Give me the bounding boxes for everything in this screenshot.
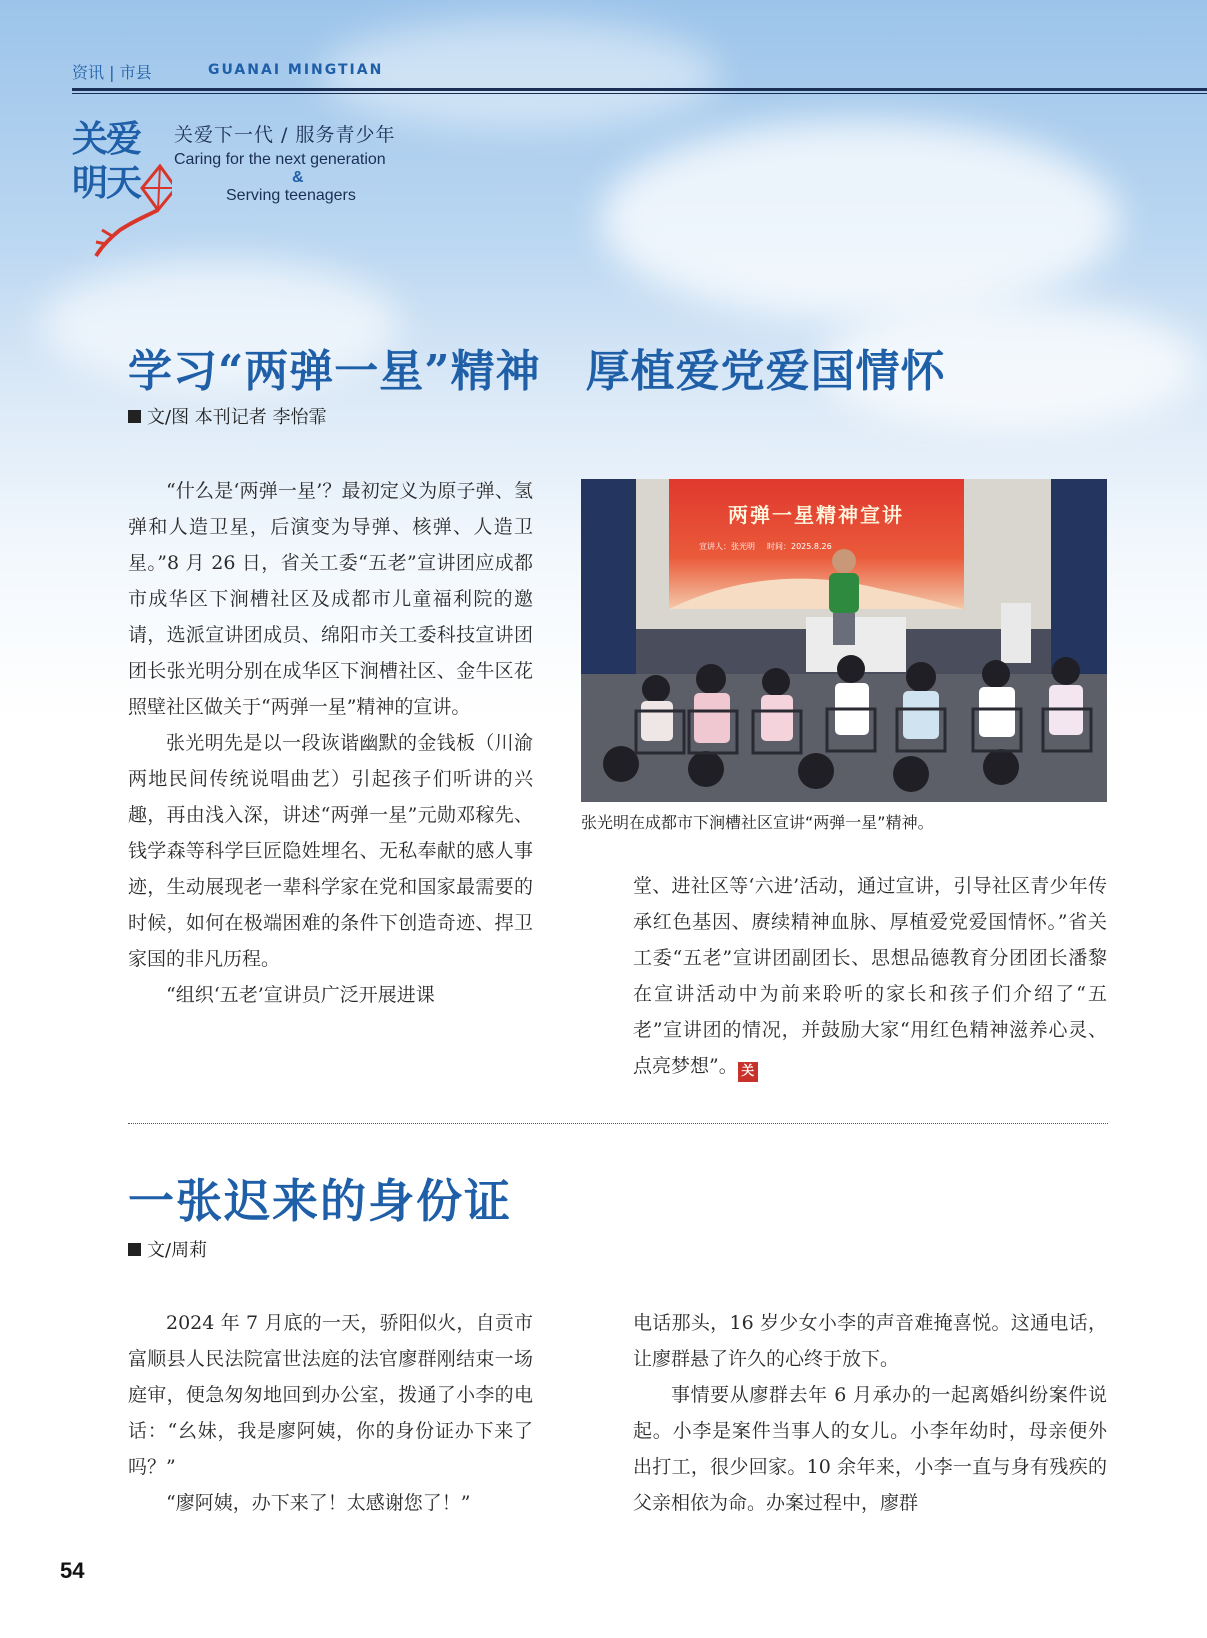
- article-2-paragraph-2: “廖阿姨，办下来了！太感谢您了！”: [166, 1492, 471, 1514]
- article-1-paragraph-3-continued: [633, 868, 1107, 1084]
- header-rule: [72, 88, 1207, 91]
- end-mark-icon: 关: [738, 1062, 758, 1082]
- screen-time: 时间：2025.8.26: [767, 542, 832, 551]
- slogan-ampersand: &: [292, 169, 304, 186]
- article-2-right-column: [633, 1305, 1107, 1521]
- article-1-title: 学习“两弹一星”精神 厚植爱党爱国情怀: [128, 346, 946, 397]
- article-1-paragraph-3: “组织‘五老’宣讲员广泛开展进课: [166, 984, 435, 1006]
- byline-square-icon: [128, 410, 141, 423]
- screen-title: 两弹一星精神宣讲: [728, 503, 904, 527]
- photo-caption: 张光明在成都市下涧槽社区宣讲“两弹一星”精神。: [581, 813, 934, 832]
- article-1-left-column: [128, 473, 533, 1013]
- running-header: [72, 60, 1162, 90]
- kite-icon: [72, 118, 172, 268]
- logo-line-1: 关爱: [72, 119, 141, 160]
- logo-line-2: 明天: [72, 163, 141, 204]
- article-1-paragraph-2: 张光明先是以一段诙谐幽默的金钱板（川渝两地民间传统说唱曲艺）引起孩子们听讲的兴趣，再由浅入深，讲述“两弹一星”元勋邓稼先、钱学森等科学巨匠隐姓埋名、无私奉献的感人事迹，生动展现老一辈科学家在党和国家最需要的时候，如何在极端困难的条件下创造奇迹、捍卫家国的非凡历程。: [128, 732, 533, 970]
- article-divider: [128, 1123, 1108, 1124]
- article-1-paragraph-1: “什么是‘两弹一星’？最初定义为原子弹、氢弹和人造卫星，后演变为导弹、核弹、人造卫星。”8 月 26 日，省关工委“五老”宣讲团应成都市成华区下涧槽社区及成都市儿童福利院的邀请，选派宣讲团成员、绵阳市关工委科技宣讲团团长张光明分别在成华区下涧槽社区、金牛区花照壁社区做关于“两弹一星”精神的宣讲。: [128, 480, 533, 718]
- header-rule-thin: [72, 93, 1207, 94]
- column-slogan: [174, 120, 395, 205]
- sky-cloud: [600, 120, 1120, 320]
- article-2-byline: [128, 1236, 207, 1262]
- article-2-title: 一张迟来的身份证: [128, 1174, 512, 1228]
- article-2-paragraph-1: 2024 年 7 月底的一天，骄阳似火，自贡市富顺县人民法院富世法庭的法官廖群刚结束一场庭审，便急匆匆地回到办公室，拨通了小李的电话：“幺妹，我是廖阿姨，你的身份证办下来了吗？”: [128, 1312, 533, 1478]
- page-number: 54: [60, 1558, 85, 1583]
- slogan-english-2: Serving teenagers: [226, 187, 356, 204]
- article-2-paragraph-3: 电话那头，16 岁少女小李的声音难掩喜悦。这通电话，让廖群悬了许久的心终于放下。: [633, 1312, 1107, 1370]
- screen-speaker: 宣讲人：张光明: [699, 542, 755, 551]
- byline-square-icon: [128, 1243, 141, 1256]
- section-label: 资讯 | 市县: [72, 63, 152, 82]
- article-2-paragraph-4: 事情要从廖群去年 6 月承办的一起离婚纠纷案件说起。小李是案件当事人的女儿。小李年幼时，母亲便外出打工，很少回家。10 余年来，小李一直与身有残疾的父亲相依为命。办案过程中，廖群: [633, 1384, 1107, 1514]
- article-1-byline: [128, 403, 327, 429]
- brand-label: GUANAI MINGTIAN: [208, 62, 384, 78]
- article-2-byline-text: 文/周莉: [147, 1240, 208, 1261]
- slogan-english-1: Caring for the next generation: [174, 151, 386, 168]
- article-1-paragraph-3-cont-text: 堂、进社区等‘六进’活动，通过宣讲，引导社区青少年传承红色基因、赓续精神血脉、厚植爱党爱国情怀。”省关工委“五老”宣讲团副团长、思想品德教育分团团长潘黎在宣讲活动中为前来聆听的家长和孩子们介绍了“五老”宣讲团的情况，并鼓励大家“用红色精神滋养心灵、点亮梦想”。: [633, 875, 1107, 1077]
- article-1-byline-text: 文/图 本刊记者 李怡霏: [147, 407, 327, 428]
- article-2-left-column: [128, 1305, 533, 1521]
- column-logo: [72, 118, 172, 268]
- slogan-chinese: 关爱下一代 / 服务青少年: [174, 124, 396, 146]
- article-1-photo: [581, 479, 1107, 802]
- article-1-right-column: [633, 868, 1107, 1084]
